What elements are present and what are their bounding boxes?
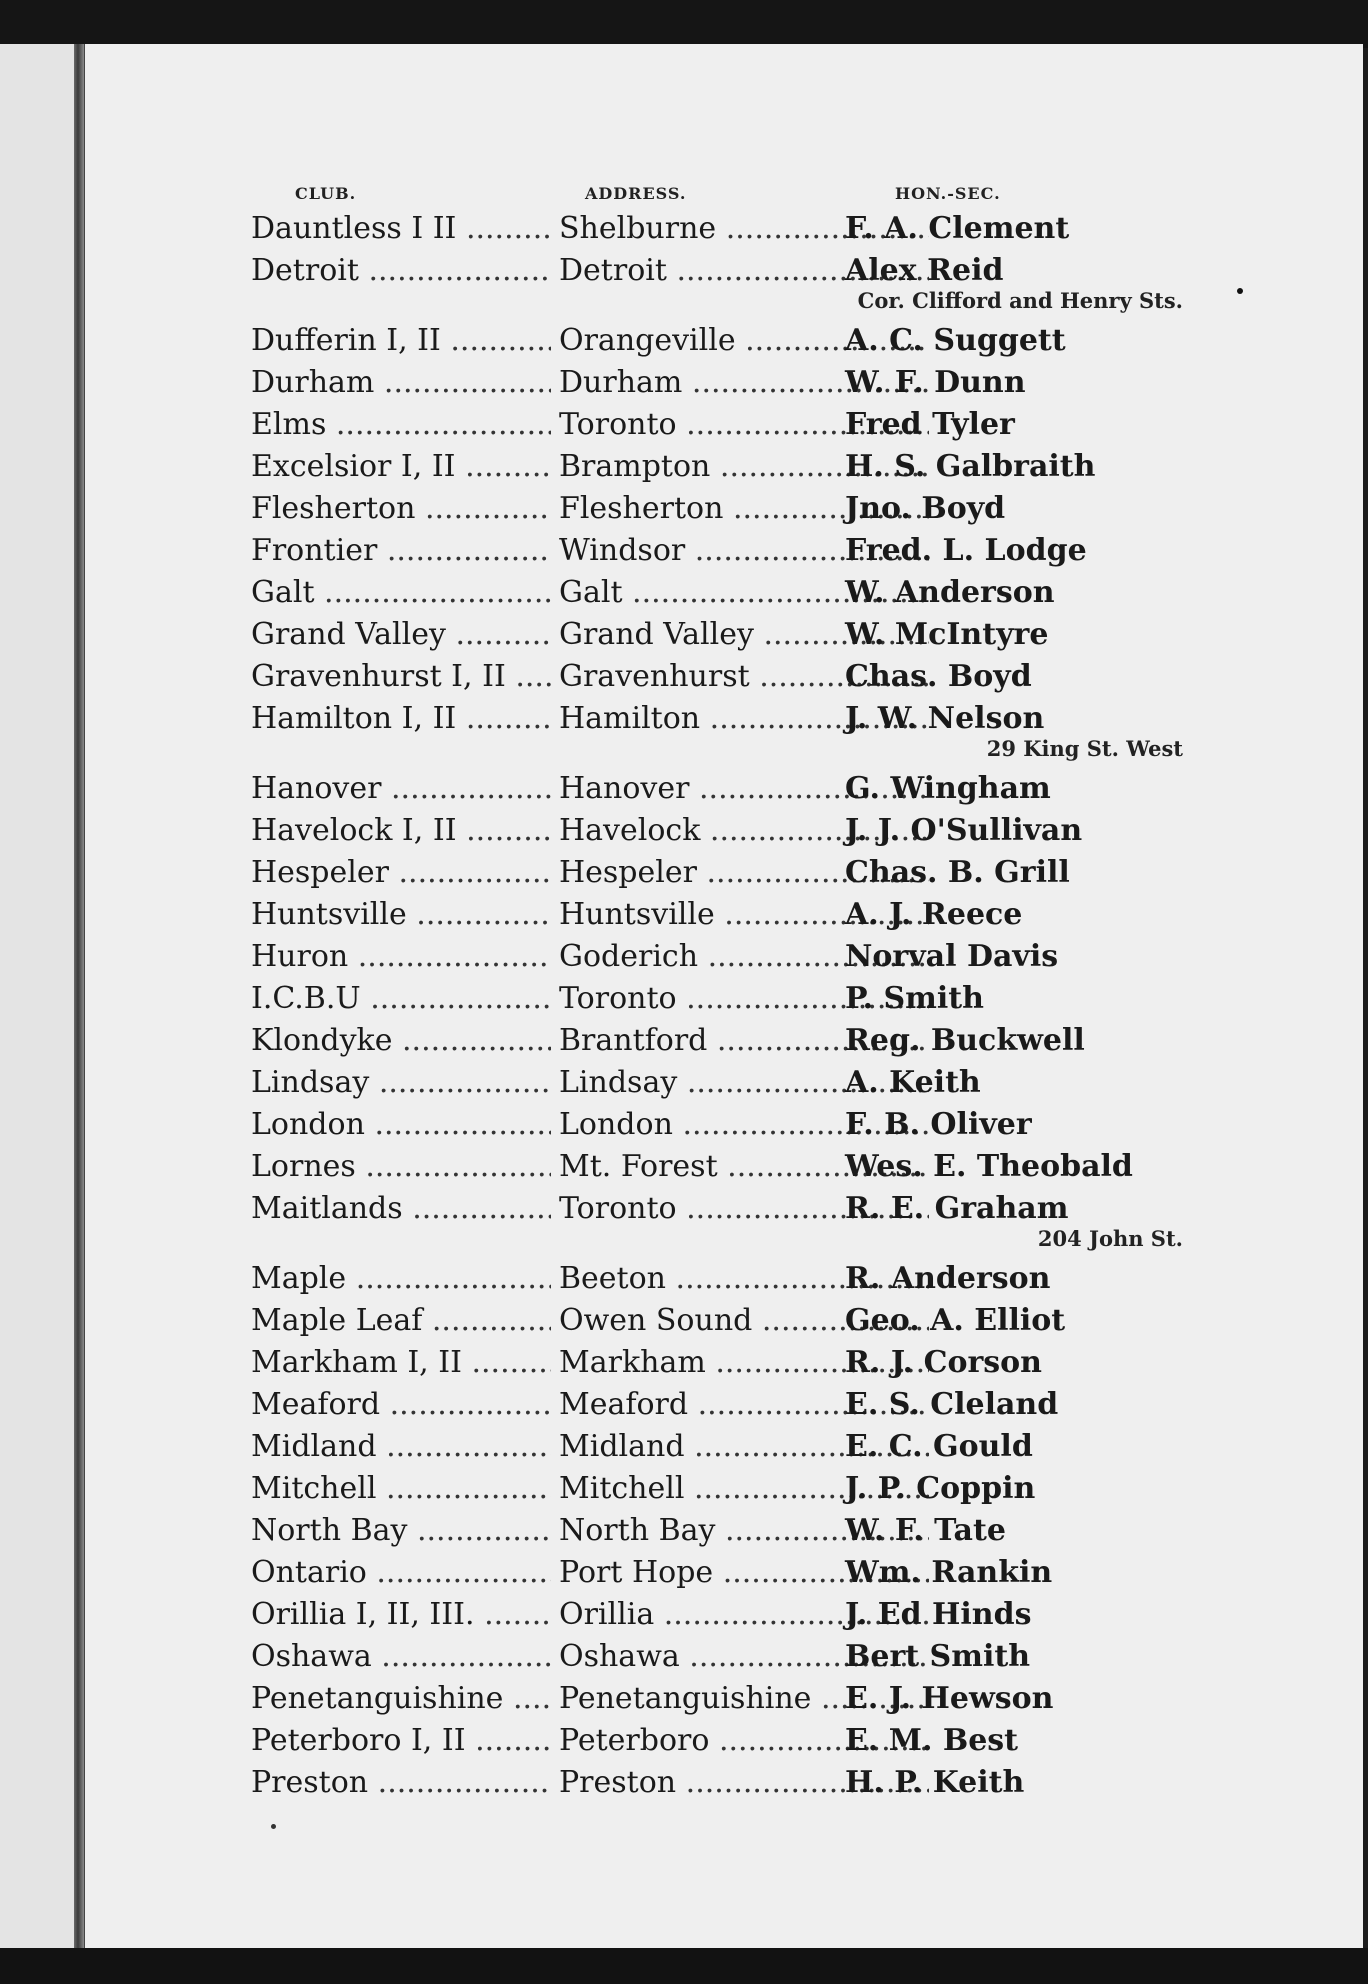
club-secretary: Jno. Boyd (845, 491, 1006, 526)
club-address-text: Penetanguishine ..... (559, 1682, 929, 1716)
club-address-text: Flesherton ..... (559, 492, 929, 526)
club-row (85, 404, 1363, 446)
club-secretary: E. M. Best (845, 1723, 1019, 1758)
club-row (85, 1636, 1363, 1678)
club-secretary: R. E. Graham (845, 1191, 1069, 1226)
club-secretary: Norval Davis (845, 939, 1059, 974)
club-row (85, 936, 1363, 978)
club-name (251, 492, 551, 526)
header-address: ADDRESS. (585, 184, 687, 203)
club-name-text: Gravenhurst I, II ..... (251, 660, 551, 694)
club-address-text: Hanover ..... (559, 772, 929, 806)
club-secretary: J. P. Coppin (845, 1471, 1036, 1506)
club-name-text: Meaford ..... (251, 1388, 551, 1422)
header-secretary: HON.-SEC. (895, 184, 1001, 203)
club-name-text: Galt ..... (251, 576, 551, 610)
club-name-text: Ontario ..... (251, 1556, 551, 1590)
club-name-text: Markham I, II ..... (251, 1346, 551, 1380)
club-address-text: Brantford ..... (559, 1024, 929, 1058)
club-name-text: Maitlands ..... (251, 1192, 551, 1226)
club-row (85, 1552, 1363, 1594)
header-club: CLUB. (295, 184, 357, 203)
club-name (251, 618, 551, 652)
club-secretary: W. McIntyre (845, 617, 1049, 652)
club-secretary: W. F. Dunn (845, 365, 1026, 400)
club-row (85, 1342, 1363, 1384)
club-row (85, 1104, 1363, 1146)
club-address-text: Beeton ..... (559, 1262, 929, 1296)
club-name-text: Havelock I, II ..... (251, 814, 551, 848)
club-secretary: Alex Reid (845, 253, 1004, 288)
club-address-text: Huntsville ..... (559, 898, 929, 932)
club-secretary: Geo. A. Elliot (845, 1303, 1066, 1338)
club-secretary: Fred Tyler (845, 407, 1015, 442)
club-row (85, 1426, 1363, 1468)
club-name (251, 1640, 551, 1674)
club-address-text: Preston ..... (559, 1766, 929, 1800)
club-name (251, 940, 551, 974)
club-secretary: A. C. Suggett (845, 323, 1066, 358)
club-secretary: J. W. Nelson (845, 701, 1045, 736)
club-secretary: F. A. Clement (845, 211, 1070, 246)
club-address-text: Hamilton ..... (559, 702, 929, 736)
secretary-address-note-row (85, 736, 1363, 768)
club-row (85, 978, 1363, 1020)
club-name-text: Klondyke ..... (251, 1024, 551, 1058)
club-address-text: Durham ..... (559, 366, 929, 400)
club-name-text: Preston ..... (251, 1766, 551, 1800)
club-row (85, 1188, 1363, 1230)
club-row (85, 698, 1363, 740)
club-address-text: Toronto ..... (559, 408, 929, 442)
club-secretary: F. B. Oliver (845, 1107, 1032, 1142)
club-name-text: Mitchell ..... (251, 1472, 551, 1506)
club-row (85, 1468, 1363, 1510)
club-secretary: Chas. Boyd (845, 659, 1032, 694)
club-address-text: Oshawa ..... (559, 1640, 929, 1674)
club-row (85, 894, 1363, 936)
club-name (251, 1766, 551, 1800)
club-row (85, 1720, 1363, 1762)
club-name (251, 1150, 551, 1184)
club-name-text: Lindsay ..... (251, 1066, 551, 1100)
club-name-text: North Bay ..... (251, 1514, 551, 1548)
club-name (251, 408, 551, 442)
club-name (251, 660, 551, 694)
club-name (251, 814, 551, 848)
club-name (251, 856, 551, 890)
club-row (85, 250, 1363, 292)
club-address-text: Detroit ..... (559, 254, 929, 288)
club-name (251, 1388, 551, 1422)
club-secretary: H. P. Keith (845, 1765, 1025, 1800)
club-secretary: P. Smith (845, 981, 984, 1016)
club-name-text: London ..... (251, 1108, 551, 1142)
club-row (85, 320, 1363, 362)
club-row (85, 1762, 1363, 1804)
facing-page-edge (0, 44, 78, 1950)
club-row (85, 1678, 1363, 1720)
club-address-text: Meaford ..... (559, 1388, 929, 1422)
club-row (85, 1258, 1363, 1300)
club-address-text: Shelburne ..... (559, 212, 929, 246)
club-row (85, 768, 1363, 810)
club-secretary: Bert Smith (845, 1639, 1031, 1674)
club-name (251, 212, 551, 246)
club-name (251, 1024, 551, 1058)
club-row (85, 1510, 1363, 1552)
club-secretary: W. F. Tate (845, 1513, 1006, 1548)
club-secretary: W. Anderson (845, 575, 1055, 610)
club-secretary: R. Anderson (845, 1261, 1051, 1296)
ink-speck (1237, 288, 1243, 294)
club-name-text: Dufferin I, II ..... (251, 324, 551, 358)
scan-top-border (0, 0, 1368, 48)
secretary-address-note: Cor. Clifford and Henry Sts. (857, 288, 1183, 313)
club-name-text: Peterboro I, II ..... (251, 1724, 551, 1758)
club-address-text: London ..... (559, 1108, 929, 1142)
club-name-text: Maple ..... (251, 1262, 551, 1296)
club-address-text: Hespeler ..... (559, 856, 929, 890)
club-name (251, 772, 551, 806)
club-row (85, 852, 1363, 894)
club-secretary: G. Wingham (845, 771, 1051, 806)
club-row (85, 1594, 1363, 1636)
club-name (251, 450, 551, 484)
club-row (85, 530, 1363, 572)
club-secretary: Fred. L. Lodge (845, 533, 1087, 568)
club-name (251, 1304, 551, 1338)
club-name (251, 1724, 551, 1758)
club-name (251, 1514, 551, 1548)
club-secretary: J. Ed Hinds (845, 1597, 1032, 1632)
club-name-text: Huntsville ..... (251, 898, 551, 932)
club-address-text: Toronto ..... (559, 1192, 929, 1226)
club-name-text: Flesherton ..... (251, 492, 551, 526)
club-name (251, 366, 551, 400)
club-name (251, 702, 551, 736)
club-address-text: Orangeville ..... (559, 324, 929, 358)
club-name (251, 324, 551, 358)
secretary-address-note-row (85, 288, 1363, 320)
book-spine (74, 44, 84, 1950)
club-name (251, 1430, 551, 1464)
club-secretary: H. S. Galbraith (845, 449, 1096, 484)
club-address-text: Mt. Forest ..... (559, 1150, 929, 1184)
club-address-text: Goderich ..... (559, 940, 929, 974)
club-address-text: Peterboro ..... (559, 1724, 929, 1758)
club-row (85, 1384, 1363, 1426)
club-list (85, 208, 1363, 1804)
club-row (85, 614, 1363, 656)
club-address-text: Brampton ..... (559, 450, 929, 484)
club-address-text: North Bay ..... (559, 1514, 929, 1548)
club-secretary: E. S. Cleland (845, 1387, 1059, 1422)
club-address-text: Markham ..... (559, 1346, 929, 1380)
club-name (251, 982, 551, 1016)
club-name (251, 1472, 551, 1506)
club-secretary: J. J. O'Sullivan (845, 813, 1083, 848)
club-name (251, 534, 551, 568)
club-address-text: Havelock ..... (559, 814, 929, 848)
club-row (85, 1146, 1363, 1188)
club-secretary: A. J. Reece (845, 897, 1023, 932)
club-name-text: Elms ..... (251, 408, 551, 442)
club-address-text: Lindsay ..... (559, 1066, 929, 1100)
club-name (251, 1598, 551, 1632)
club-row (85, 572, 1363, 614)
club-name-text: Lornes ..... (251, 1150, 551, 1184)
club-secretary: E. J. Hewson (845, 1681, 1054, 1716)
club-name (251, 1262, 551, 1296)
club-secretary: Wm. Rankin (845, 1555, 1053, 1590)
club-name (251, 898, 551, 932)
club-row (85, 362, 1363, 404)
club-name-text: Excelsior I, II ..... (251, 450, 551, 484)
club-name-text: Detroit ..... (251, 254, 551, 288)
secretary-address-note: 204 John St. (1037, 1226, 1183, 1251)
club-secretary: Wes. E. Theobald (845, 1149, 1133, 1184)
club-name-text: Midland ..... (251, 1430, 551, 1464)
club-address-text: Gravenhurst ..... (559, 660, 929, 694)
club-row (85, 656, 1363, 698)
club-address-text: Windsor ..... (559, 534, 929, 568)
club-row (85, 446, 1363, 488)
club-row (85, 1300, 1363, 1342)
ink-speck (271, 1824, 276, 1829)
directory-page (84, 44, 1363, 1950)
club-name (251, 1192, 551, 1226)
club-row (85, 810, 1363, 852)
scan-bottom-border (0, 1948, 1368, 1984)
club-row (85, 1062, 1363, 1104)
club-secretary: E. C. Gould (845, 1429, 1033, 1464)
club-name-text: Huron ..... (251, 940, 551, 974)
club-name (251, 1066, 551, 1100)
club-row (85, 1020, 1363, 1062)
club-secretary: Chas. B. Grill (845, 855, 1070, 890)
club-address-text: Midland ..... (559, 1430, 929, 1464)
club-address-text: Galt ..... (559, 576, 929, 610)
club-name-text: Grand Valley ..... (251, 618, 551, 652)
club-secretary: A. Keith (845, 1065, 981, 1100)
club-row (85, 208, 1363, 250)
club-name-text: Oshawa ..... (251, 1640, 551, 1674)
club-name-text: Durham ..... (251, 366, 551, 400)
club-row (85, 488, 1363, 530)
secretary-address-note: 29 King St. West (986, 736, 1183, 761)
club-name-text: Hanover ..... (251, 772, 551, 806)
club-address-text: Owen Sound ..... (559, 1304, 929, 1338)
club-name-text: Orillia I, II, III. ..... (251, 1598, 551, 1632)
club-name-text: Maple Leaf ..... (251, 1304, 551, 1338)
club-name-text: Hespeler ..... (251, 856, 551, 890)
club-address-text: Grand Valley ..... (559, 618, 929, 652)
club-name-text: I.C.B.U ..... (251, 982, 551, 1016)
club-name (251, 1682, 551, 1716)
club-address-text: Port Hope ..... (559, 1556, 929, 1590)
club-name (251, 254, 551, 288)
club-secretary: Reg. Buckwell (845, 1023, 1085, 1058)
club-name (251, 1108, 551, 1142)
club-address-text: Mitchell ..... (559, 1472, 929, 1506)
club-address-text: Toronto ..... (559, 982, 929, 1016)
club-name-text: Frontier ..... (251, 534, 551, 568)
club-address-text: Orillia ..... (559, 1598, 929, 1632)
club-name (251, 1556, 551, 1590)
club-name-text: Hamilton I, II ..... (251, 702, 551, 736)
club-name-text: Dauntless I II ..... (251, 212, 551, 246)
club-name-text: Penetanguishine ..... (251, 1682, 551, 1716)
club-secretary: R. J. Corson (845, 1345, 1042, 1380)
club-name (251, 1346, 551, 1380)
secretary-address-note-row (85, 1226, 1363, 1258)
club-name (251, 576, 551, 610)
